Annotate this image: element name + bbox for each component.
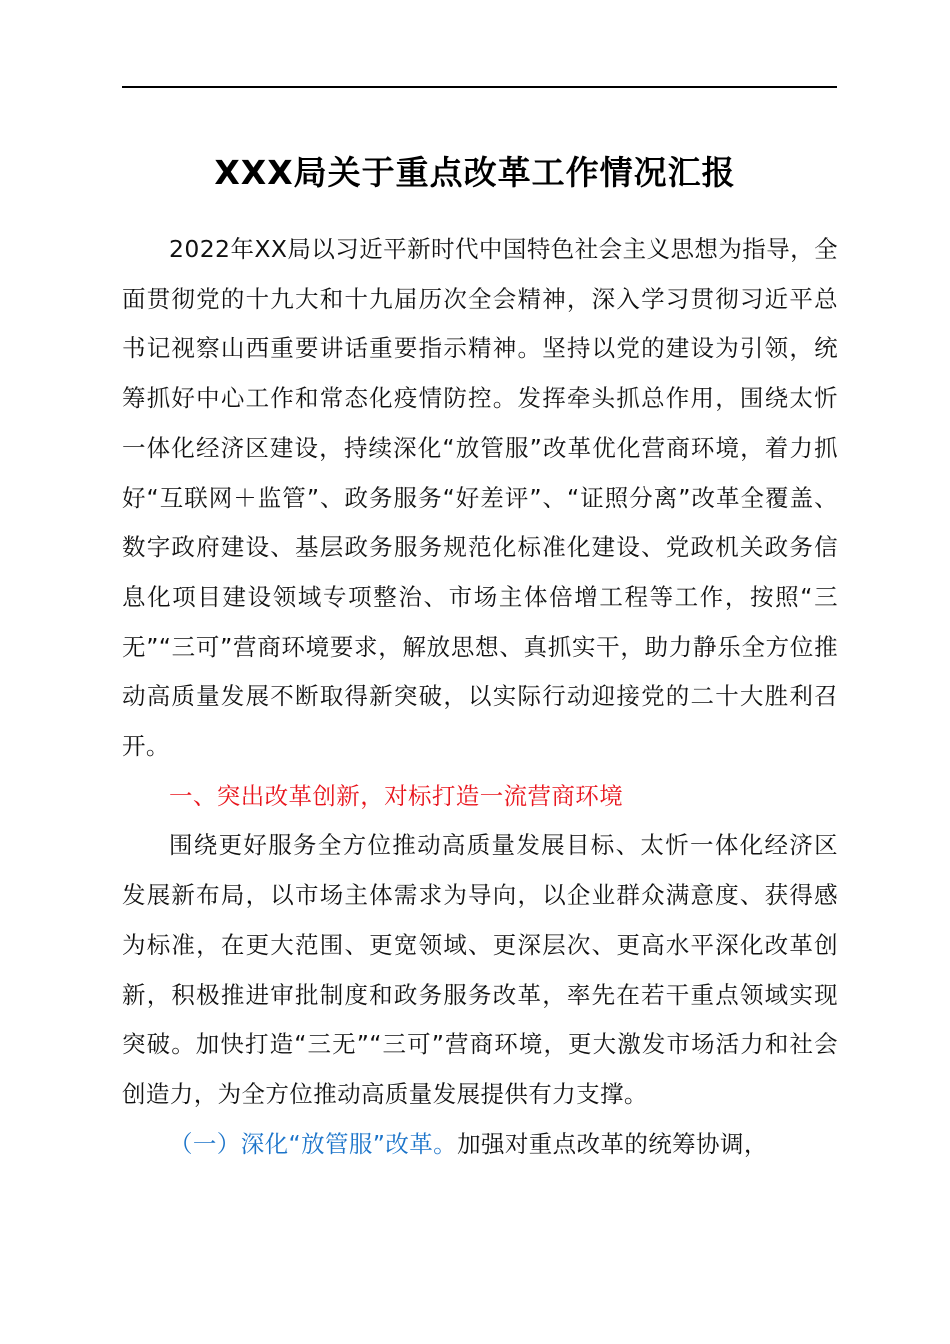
subsection-1-paragraph [122,1120,838,1170]
document-title: XXX局关于重点改革工作情况汇报 [214,153,736,192]
document-body [122,225,838,1169]
subsection-1-text: 加强对重点改革的统筹协调， [457,1129,768,1158]
section-1-paragraph: 围绕更好服务全方位推动高质量发展目标、太忻一体化经济区发展新布局，以市场主体需求为导向，以企业群众满意度、获得感为标准，在更大范围、更宽领域、更深层次、更高水平深化改革创新，积极推进审批制度和政务服务改革，率先在若干重点领域实现突破。加快打造“三无”“三可”营商环境，更大激发市场活力和社会创造力，为全方位推动高质量发展提供有力支撑。 [122,831,838,1108]
section-1-heading: 一、突出改革创新，对标打造一流营商环境 [169,781,624,810]
intro-paragraph: 2022年XX局以习近平新时代中国特色社会主义思想为指导，全面贯彻党的十九大和十九届历次全会精神，深入学习贯彻习近平总书记视察山西重要讲话重要指示精神。坚持以党的建设为引领，统筹抓好中心工作和常态化疫情防控。发挥牵头抓总作用，围绕太忻一体化经济区建设，持续深化“放管服”改革优化营商环境，着力抓好“互联网＋监管”、政务服务“好差评”、“证照分离”改革全覆盖、数字政府建设、基层政务服务规范化标准化建设、党政机关政务信息化项目建设领域专项整治、市场主体倍增工程等工作，按照“三无”“三可”营商环境要求，解放思想、真抓实干，助力静乐全方位推动高质量发展不断取得新突破，以实际行动迎接党的二十大胜利召开。 [122,235,838,761]
subsection-1-heading: （一）深化“放管服”改革。 [169,1129,458,1158]
header-rule [122,86,837,88]
